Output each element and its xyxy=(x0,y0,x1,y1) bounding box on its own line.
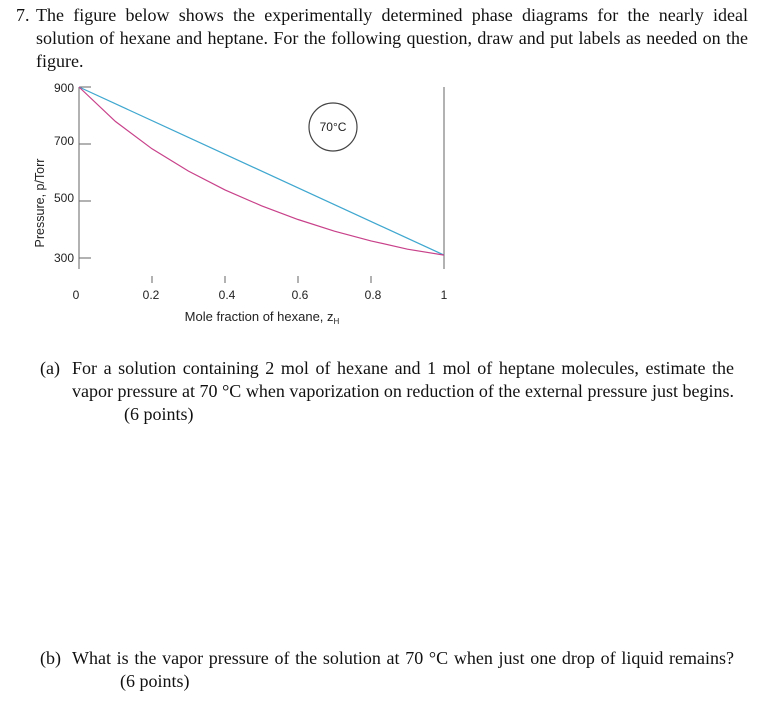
y-tick-marks xyxy=(79,87,91,258)
part-b-body: What is the vapor pressure of the solution at 70 °C when just one drop of liquid remains? xyxy=(72,648,734,668)
x-tick-label-0.8: 0.8 xyxy=(364,288,382,302)
y-tick-label-500: 500 xyxy=(53,191,74,205)
temperature-annotation-label: 70°C xyxy=(319,120,347,134)
liquid-line-series xyxy=(79,87,444,255)
part-a-points: (6 points) xyxy=(124,404,194,424)
part-b-text xyxy=(72,647,734,693)
x-tick-label-0.2: 0.2 xyxy=(142,288,160,302)
y-axis-label: Pressure, p/Torr xyxy=(33,158,47,248)
part-b-points: (6 points) xyxy=(120,671,190,691)
part-a-text xyxy=(72,357,734,426)
question-text: The figure below shows the experimentally determined phase diagrams for the nearly ideal solution of hexane and heptane. For the following question, draw and put labels as needed on the figure. xyxy=(36,5,748,71)
y-tick-label-900: 900 xyxy=(53,81,74,95)
part-b-label: (b) xyxy=(40,648,61,668)
x-axis-label: Mole fraction of hexane, $z_H$ xyxy=(184,309,340,326)
y-tick-label-300: 300 xyxy=(53,251,74,265)
x-tick-marks xyxy=(152,276,371,283)
question-number: 7. xyxy=(16,5,30,25)
y-tick-label-700: 700 xyxy=(53,134,74,148)
phase-diagram-chart xyxy=(0,78,460,338)
x-tick-label-0.4: 0.4 xyxy=(218,288,236,302)
x-tick-label-1: 1 xyxy=(440,288,448,302)
x-tick-label-0: 0 xyxy=(72,288,80,302)
phase-diagram-figure xyxy=(0,78,460,338)
part-a-label: (a) xyxy=(40,358,60,378)
part-a-body: For a solution containing 2 mol of hexane and 1 mol of heptane molecules, estimate the vapor pressure at 70 °C when vaporization on reduction of the external pressure just begins. xyxy=(72,358,734,401)
x-tick-label-0.6: 0.6 xyxy=(291,288,309,302)
